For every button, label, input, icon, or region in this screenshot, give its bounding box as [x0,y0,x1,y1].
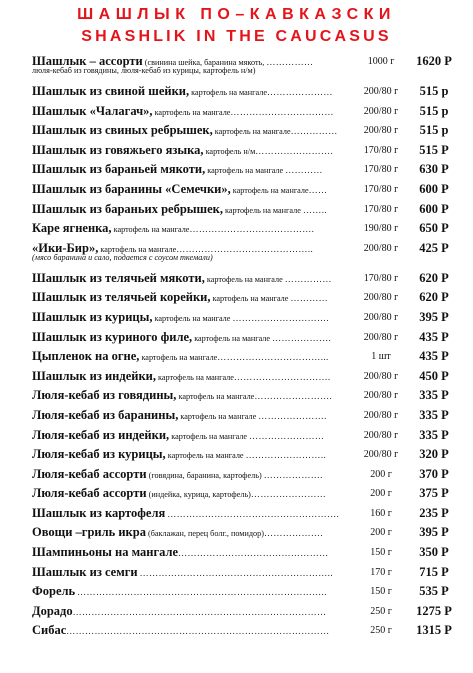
menu-item-name: Шашлык из телячьей мякоти, [32,270,205,285]
menu-item-description [32,445,350,465]
menu-item-name: Люля-кебаб из курицы, [32,447,166,462]
menu-item-price: 335 Р [419,388,449,403]
menu-item-name: Люля-кебаб ассорти [32,486,147,501]
menu-item-weight: 250 г [370,625,392,637]
menu-item-note: картофель на мангале [152,313,233,323]
menu-item-weight: 200/80 г [363,429,399,441]
leader-dots: ………………. [263,528,323,539]
menu-item-price: 335 Р [419,427,449,442]
menu-item-subnote-text: люля-кебаб из говядины, люля-кебаб из курицы, картофель н/м) [32,66,256,75]
menu-item-price: 1620 Р [416,54,452,68]
menu-item-row [0,102,473,122]
menu-item-description [32,602,350,622]
menu-item-weight: 200/80 г [363,449,399,461]
menu-item-note: (баклажан, перец болг., помидор) [145,529,264,539]
leader-dots: …………………………………………………………………….. [77,587,327,598]
menu-item-row [0,141,473,161]
menu-item-price: 435 Р [419,329,449,344]
menu-item-weight: 1000 г [367,56,395,67]
leader-dots: ………………. [263,469,323,480]
menu-item-note: картофель на мангале [210,294,291,304]
leader-dots: …………………………. [232,312,330,323]
leader-dots: ……………………………... [217,352,329,363]
menu-item-description [32,543,350,563]
menu-item-price: 515 р [419,84,449,98]
menu-item-weight: 200/80 г [363,105,399,117]
menu-item-price: 600 Р [419,181,449,196]
menu-item-weight: 200/80 г [363,125,399,137]
menu-item-row [0,180,473,200]
menu-item-note: картофель на мангале [152,107,231,117]
menu-item-price: 450 Р [419,368,449,383]
menu-item-weight: 200/80 г [363,311,399,323]
menu-item-name: Шашлык из курицы, [32,309,153,324]
menu-item-price: 600 Р [419,201,449,216]
menu-item-name: Шашлык из картофеля [32,505,166,520]
menu-item-description [32,582,350,602]
menu-title-english: SHASHLIK IN THE CAUCASUS [81,28,392,45]
menu-item-name: Шашлык из индейки, [32,368,156,383]
menu-item-weight: 170 г [370,566,392,578]
leader-dots: ………………………………………… [178,548,329,559]
leader-dots: …………………… [249,430,325,441]
menu-item-note: (индейка, курица, картофель) [146,490,251,500]
menu-item-price: 235 Р [419,505,449,520]
menu-item-price: 620 Р [419,270,449,285]
menu-item-description [32,180,350,200]
menu-item-note: (свинина шейка, баранина мякоть, [142,58,267,67]
menu-item-name: Форель [32,584,76,599]
menu-item-note: картофель на мангале [156,372,234,382]
menu-item-row [0,328,473,348]
menu-item-price: 320 Р [419,447,449,462]
menu-item-price: 350 Р [419,545,449,560]
menu-item-name: Шашлык из свиных ребрышек, [32,123,213,138]
menu-item-description [32,328,350,348]
menu-item-row [0,288,473,308]
menu-item-weight: 200/80 г [363,292,399,304]
menu-item-note: картофель н/м [203,146,256,156]
menu-item-note: картофель на мангале [176,392,255,402]
menu-item-name: Цыпленок на огне, [32,349,140,364]
menu-item-description [32,347,350,367]
menu-item-name: Шашлык из баранины «Семечки», [32,181,231,196]
menu-item-price: 650 Р [419,221,449,236]
menu-item-description [32,102,350,122]
menu-item-price: 535 Р [419,584,449,599]
menu-item-weight: 200 г [370,488,392,500]
menu-item-description [32,141,350,161]
menu-item-price: 435 Р [419,349,449,364]
menu-item-note: картофель на мангале [230,185,309,195]
menu-item-description [32,219,350,239]
menu-item-name: Шашлык из семги [32,564,138,579]
menu-item-description [32,621,350,641]
menu-item-subnote [32,253,213,263]
menu-item-name: Каре ягненка, [32,221,112,236]
menu-item-name: Люля-кебаб ассорти [32,466,147,481]
menu-item-name: Люля-кебаб из говядины, [32,388,177,403]
menu-item-weight: 160 г [370,507,392,519]
menu-item-row [0,219,473,239]
leader-dots: …… [308,184,328,195]
menu-item-weight: 1 шт [371,351,391,363]
menu-item-price: 370 Р [419,466,449,481]
menu-item-note: (говядина, баранина, картофель) [146,470,264,480]
menu-item-name: Шашлык из свиной шейки, [32,84,190,98]
menu-item-row [0,465,473,485]
leader-dots: ………………………………………………………………………… [66,626,330,637]
menu-item-price: 1315 Р [416,623,452,638]
menu-item-description [32,121,350,141]
leader-dots: ………… [285,165,323,176]
menu-item-row [0,504,473,524]
menu-item-note: картофель на мангале [169,431,250,441]
menu-item-note: картофель на мангале [204,274,285,284]
menu-item-price: 715 Р [419,564,449,579]
menu-item-row [0,386,473,406]
menu-item-row [0,200,473,220]
menu-item-price: 395 Р [419,525,449,540]
menu-item-description [32,82,350,102]
menu-item-row [0,121,473,141]
leader-dots: …………… [284,273,332,284]
menu-item-price: 335 Р [419,407,449,422]
leader-dots: …….. [302,204,328,215]
menu-item-name: Люля-кебаб из индейки, [32,427,170,442]
menu-item-price: 515 р [419,103,449,118]
menu-item-row [0,269,473,289]
leader-dots: ………… [290,293,329,304]
menu-item-price: 395 Р [419,309,449,324]
menu-item-weight: 200 г [370,527,392,539]
leader-dots: ……………………………………………………………………… [72,606,327,617]
menu-item-row [0,426,473,446]
leader-dots: …………… [266,57,314,67]
menu-item-weight: 200/80 г [363,390,399,402]
menu-item-weight: 200/80 г [363,242,399,254]
menu-item-description [32,563,350,583]
menu-item-note: картофель на мангале [139,353,218,363]
leader-dots: ………………. [272,332,332,343]
menu-item-row [0,82,473,102]
menu-item-row [0,582,473,602]
menu-item-note: картофель на мангале [111,225,190,235]
leader-dots: ……………………. [254,391,333,402]
leader-dots: ………………… [266,87,333,97]
menu-item-row [0,543,473,563]
menu-item-name: Дорадо [32,603,73,618]
menu-item-note: картофель на мангале [189,88,267,97]
menu-item-price: 630 Р [419,162,449,177]
menu-list [0,52,473,641]
leader-dots: …………………………………. [189,224,315,235]
menu-item-price: 1275 Р [416,603,452,618]
menu-item-name: Сибас [32,623,67,638]
menu-item-note: картофель на мангале [178,411,259,421]
menu-item-weight: 150 г [370,586,392,598]
menu-item-description [32,160,350,180]
leader-dots: …………………. [258,410,327,421]
leader-dots: …………………………………….. [176,243,314,254]
menu-item-name: Шашлык из бараньих ребрышек, [32,201,223,216]
menu-item-price: 425 Р [419,240,449,255]
menu-item-weight: 200 г [370,468,392,480]
menu-item-row [0,406,473,426]
menu-item-row [0,52,473,82]
leader-dots: ……………………. [255,145,334,156]
menu-title-russian: ШАШЛЫК ПО–КАВКАЗСКИ [77,6,396,23]
menu-item-weight: 170/80 г [363,183,399,195]
menu-item-weight: 190/80 г [363,223,399,235]
menu-item-description [32,523,350,543]
menu-item-description [32,308,350,328]
menu-item-row [0,602,473,622]
menu-item-description [32,465,350,485]
menu-item-row [0,523,473,543]
menu-item-note: картофель на мангале [212,127,291,137]
leader-dots: …………… [290,126,338,137]
menu-item-weight: 150 г [370,547,392,559]
menu-item-weight: 200/80 г [363,331,399,343]
menu-item-name: Шашлык «Чалагач», [32,103,153,118]
leader-dots: …………………………. [233,371,331,382]
menu-item-row [0,621,473,641]
menu-item-row [0,484,473,504]
menu-item-subnote-text: (мясо баранина и сало, подается с соусом ткемали) [32,252,213,262]
menu-item-name: Люля-кебаб из баранины, [32,407,179,422]
menu-item-description [32,484,350,504]
menu-item-price: 515 р [419,123,449,138]
menu-item-name: Шашлык из бараньей мякоти, [32,162,206,177]
leader-dots: ………………………………………………. [167,508,340,519]
menu-item-name: Шампиньоны на мангале [32,545,179,560]
leader-dots: …………………… [250,489,327,500]
menu-item-price: 375 Р [419,486,449,501]
menu-item-price: 620 Р [419,290,449,305]
menu-item-price: 515 Р [419,142,449,157]
menu-item-name: Шашлык из телячьей корейки, [32,290,211,305]
menu-item-name: Шашлык – ассорти [32,54,143,68]
menu-item-weight: 200/80 г [363,86,399,97]
menu-item-name: Шашлык из куриного филе, [32,329,193,344]
menu-item-description [32,386,350,406]
menu-item-row [0,563,473,583]
menu-item-weight: 200/80 г [363,409,399,421]
menu-item-row [0,239,473,269]
menu-item-weight: 170/80 г [363,144,399,156]
menu-item-description [32,426,350,446]
menu-item-weight: 170/80 г [363,203,399,215]
menu-item-name: Овощи –гриль икра [32,525,146,540]
menu-item-description [32,367,350,387]
menu-item-row [0,308,473,328]
menu-item-name: Шашлык из говяжьего языка, [32,142,204,157]
leader-dots: …………………….. [245,450,327,461]
menu-item-row [0,160,473,180]
menu-item-description [32,200,350,220]
menu-item-description [32,406,350,426]
menu-item-row [0,445,473,465]
menu-item-note: картофель на мангале [222,205,303,215]
menu-item-row [0,367,473,387]
menu-item-weight: 200/80 г [363,370,399,382]
menu-item-note: картофель на мангале [205,166,286,176]
menu-item-row [0,347,473,367]
menu-item-weight: 250 г [370,605,392,617]
menu-item-weight: 170/80 г [363,164,399,176]
menu-item-note: картофель на мангале [98,244,177,254]
leader-dots: …………………………… [230,106,334,117]
menu-item-description [32,269,350,289]
leader-dots: …………………………………………………….. [139,567,333,578]
menu-item-note: картофель на мангале [165,451,246,461]
menu-item-description [32,288,350,308]
menu-item-weight: 170/80 г [363,272,399,284]
menu-item-name: «Ики-Бир», [32,240,99,255]
menu-item-note: картофель на мангале [192,333,273,343]
menu-item-description [32,504,350,524]
menu-item-subnote [32,66,255,76]
